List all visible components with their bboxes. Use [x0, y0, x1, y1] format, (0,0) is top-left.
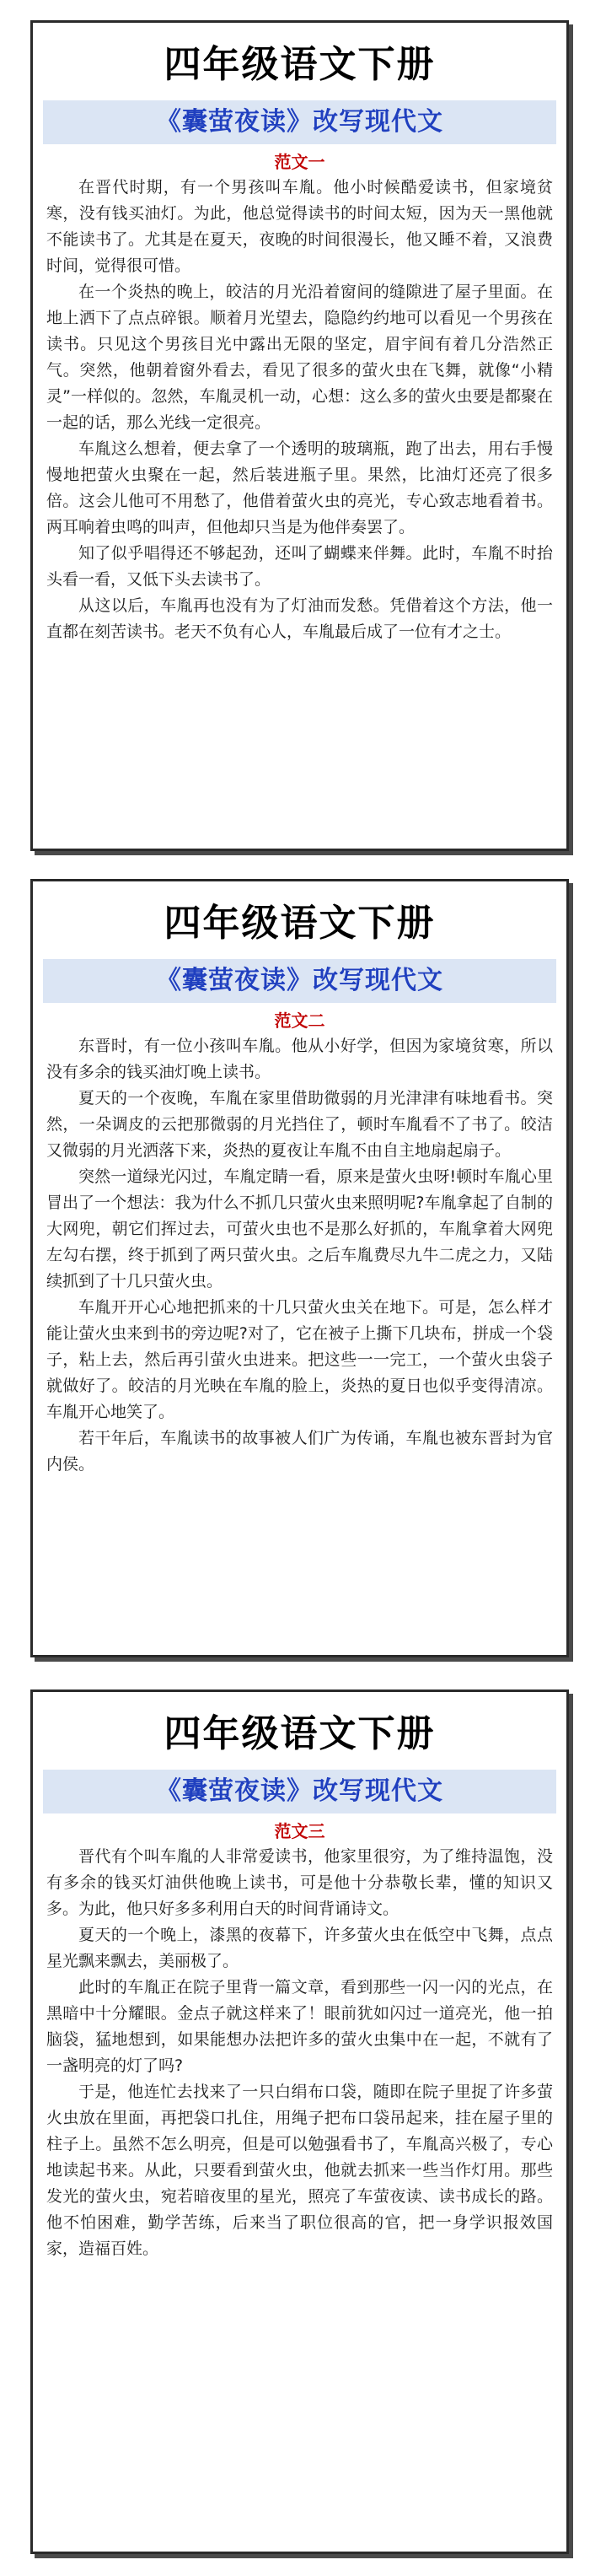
essay-body	[33, 1844, 566, 2262]
card-subtitle: 《囊萤夜读》改写现代文	[43, 959, 556, 1003]
card-title: 四年级语文下册	[164, 902, 436, 945]
paragraph: 若干年后，车胤读书的故事被人们广为传诵，车胤也被东晋封为官内侯。	[46, 1429, 553, 1474]
essay-card-3	[30, 1689, 569, 2554]
card-title: 四年级语文下册	[164, 1712, 436, 1755]
paragraph: 晋代有个叫车胤的人非常爱读书，他家里很穷，为了维持温饱，没有多余的钱买灯油供他晚上读书，可是他十分恭敬长辈，懂的知识又多。为此，他只好多多利用白天的时间背诵诗文。	[46, 1847, 553, 1918]
essay-label: 范文二	[274, 1010, 325, 1031]
card-title: 四年级语文下册	[164, 43, 436, 86]
paragraph: 从这以后，车胤再也没有为了灯油而发愁。凭借着这个方法，他一直都在刻苦读书。老天不负有心人，车胤最后成了一位有才之士。	[46, 596, 553, 641]
essay-card-2	[30, 879, 569, 1657]
paragraph: 于是，他连忙去找来了一只白绢布口袋，随即在院子里捉了许多萤火虫放在里面，再把袋口扎住，用绳子把布口袋吊起来，挂在屋子里的柱子上。虽然不怎么明亮，但是可以勉强看书了，车胤高兴极了，专心地读起书来。从此，只要看到萤火虫，他就去抓来一些当作灯用。那些发光的萤火虫，宛若暗夜里的星光，照亮了车萤夜读、读书成长的路。他不怕困难，勤学苦练，后来当了职位很高的官，把一身学识报效国家，造福百姓。	[46, 2083, 553, 2258]
card-subtitle: 《囊萤夜读》改写现代文	[43, 1770, 556, 1813]
paragraph: 此时的车胤正在院子里背一篇文章，看到那些一闪一闪的光点，在黑暗中十分耀眼。金点子就这样来了！眼前犹如闪过一道亮光，他一拍脑袋，猛地想到，如果能想办法把许多的萤火虫集中在一起，不就有了一盏明亮的灯了吗?	[46, 1978, 553, 2075]
paragraph: 在晋代时期，有一个男孩叫车胤。他小时候酷爱读书，但家境贫寒，没有钱买油灯。为此，他总觉得读书的时间太短，因为天一黑他就不能读书了。尤其是在夏天，夜晚的时间很漫长，他又睡不着，又浪费时间，觉得很可惜。	[46, 178, 553, 275]
paragraph: 知了似乎唱得还不够起劲，还叫了蝴蝶来伴舞。此时，车胤不时抬头看一看，又低下头去读书了。	[46, 544, 553, 589]
card-subtitle: 《囊萤夜读》改写现代文	[43, 100, 556, 144]
paragraph: 车胤这么想着，便去拿了一个透明的玻璃瓶，跑了出去，用右手慢慢地把萤火虫聚在一起，然后装进瓶子里。果然，比油灯还亮了很多倍。这会儿他可不用愁了，他借着萤火虫的亮光，专心致志地看着书。两耳响着虫鸣的叫声，但他却只当是为他伴奏罢了。	[46, 439, 553, 536]
essay-body	[33, 1033, 566, 1478]
paragraph: 车胤开开心心地把抓来的十几只萤火虫关在地下。可是，怎么样才能让萤火虫来到书的旁边呢?对了，它在被子上撕下几块布，拼成一个袋子，粘上去，然后再引萤火虫进来。把这些一一完工，一个萤火虫袋子就做好了。皎洁的月光映在车胤的脸上，炎热的夏日也似乎变得清凉。车胤开心地笑了。	[46, 1298, 553, 1421]
essay-label: 范文三	[274, 1821, 325, 1841]
paragraph: 夏天的一个晚上，漆黑的夜幕下，许多萤火虫在低空中飞舞，点点星光飘来飘去，美丽极了。	[46, 1926, 553, 1970]
paragraph: 突然一道绿光闪过，车胤定睛一看，原来是萤火虫呀!顿时车胤心里冒出了一个想法：我为什么不抓几只萤火虫来照明呢?车胤拿起了自制的大网兜，朝它们挥过去，可萤火虫也不是那么好抓的，车胤拿着大网兜左勾右摆，终于抓到了两只萤火虫。之后车胤费尽九牛二虎之力，又陆续抓到了十几只萤火虫。	[46, 1167, 553, 1291]
essay-body	[33, 175, 566, 645]
paragraph: 东晋时，有一位小孩叫车胤。他从小好学，但因为家境贫寒，所以没有多余的钱买油灯晚上读书。	[46, 1037, 553, 1081]
essay-card-1	[30, 20, 569, 851]
essay-label: 范文一	[274, 152, 325, 172]
paragraph: 夏天的一个夜晚，车胤在家里借助微弱的月光津津有味地看书。突然，一朵调皮的云把那微弱的月光挡住了，顿时车胤看不了书了。皎洁又微弱的月光洒落下来，炎热的夏夜让车胤不由自主地扇起扇子。	[46, 1089, 553, 1160]
paragraph: 在一个炎热的晚上，皎洁的月光沿着窗间的缝隙进了屋子里面。在地上洒下了点点碎银。顺着月光望去，隐隐约约地可以看见一个男孩在读书。只见这个男孩目光中露出无限的坚定，眉宇间有着几分浩然正气。突然，他朝着窗外看去，看见了很多的萤火虫在飞舞，就像“小精灵”一样似的。忽然，车胤灵机一动，心想：这么多的萤火虫要是都聚在一起的话，那么光线一定很亮。	[46, 283, 553, 432]
